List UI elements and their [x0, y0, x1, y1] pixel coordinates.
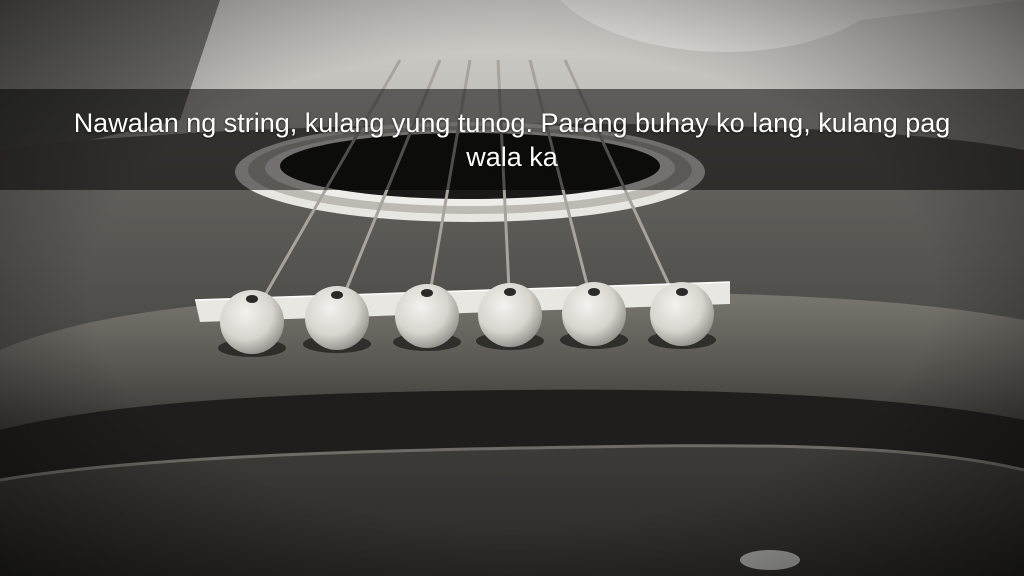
caption-bar	[0, 89, 1024, 190]
caption-text: Nawalan ng string, kulang yung tunog. Parang buhay ko lang, kulang pag wala ka	[73, 107, 951, 172]
